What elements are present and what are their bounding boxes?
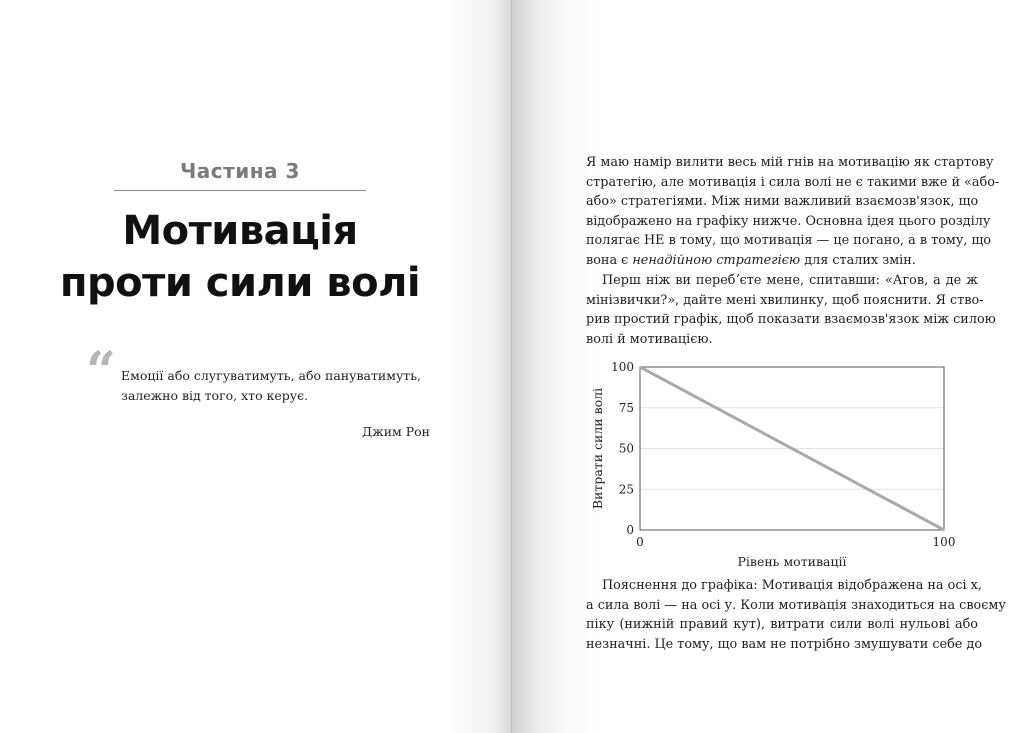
y-tick-label: 0	[626, 523, 634, 537]
text-line: незначні. Це тому, що вам не потрібно змушувати себе до	[586, 636, 983, 652]
text-line: Перш ніж ви перебʼєте мене, спитавши: «Агов, а де ж	[602, 273, 978, 288]
x-tick-label: 0	[636, 535, 644, 549]
part-divider	[114, 190, 366, 191]
text-line: полягає НЕ в тому, що мотивація — це погано, а в тому, що	[586, 233, 992, 249]
epigraph-author: Джим Рон	[362, 424, 430, 439]
chapter-title-line: проти сили волі	[59, 260, 421, 306]
y-tick-label: 50	[618, 441, 634, 456]
text-line: піку (нижній правий кут), витрати сили волі нульові або	[586, 617, 978, 633]
x-axis-title: Рівень мотивації	[737, 554, 847, 569]
epigraph-line: залежно від того, хто керує.	[121, 388, 309, 403]
paragraph-2	[586, 271, 996, 349]
y-axis-title: Витрати сили волі	[590, 387, 605, 510]
quote-mark-icon: “	[86, 341, 116, 402]
y-tick-label: 100	[611, 360, 634, 374]
text-line: мінізвички?», дайте мені хвилинку, щоб пояснити. Я ство-	[586, 292, 984, 308]
paragraph-1	[586, 153, 1000, 271]
chart-svg	[586, 352, 978, 574]
text-line: рив простий графік, щоб показати взаємозв'язок між силою	[586, 312, 996, 328]
text-line: Я маю намір вилити весь мій гнів на мотивацію як стартову	[586, 155, 994, 170]
text-run: для сталих змін.	[800, 252, 916, 268]
epigraph-line: Емоції або слугуватимуть, або пануватимуть,	[121, 368, 421, 383]
motivation-willpower-chart	[586, 352, 978, 574]
y-tick-label: 75	[618, 400, 634, 415]
epigraph	[121, 366, 441, 406]
part-label: Частина 3	[180, 159, 300, 183]
paragraph-3	[586, 576, 1006, 654]
chapter-title-line: Мотивація	[122, 208, 358, 254]
text-line: Пояснення до графіка: Мотивація відображена на осі х,	[602, 578, 982, 593]
emphasis-text: ненадійною стратегією	[632, 252, 801, 268]
text-line: відображено на графіку нижче. Основна ідея цього розділу	[586, 213, 991, 229]
text-line: волі й мотивацією.	[586, 331, 713, 347]
text-line	[586, 251, 978, 271]
y-tick-label: 25	[618, 482, 634, 497]
text-line: стратегію, але мотивація і сила волі не є такими вже й «або-	[586, 174, 1000, 190]
text-line: або» стратегіями. Між ними важливий взаємозв'язок, що	[586, 194, 979, 210]
x-tick-label: 100	[932, 535, 956, 549]
chapter-title	[40, 205, 440, 309]
text-line: а сила волі — на осі у. Коли мотивація знаходиться на своєму	[586, 597, 1006, 613]
text-run: вона є	[586, 252, 633, 268]
